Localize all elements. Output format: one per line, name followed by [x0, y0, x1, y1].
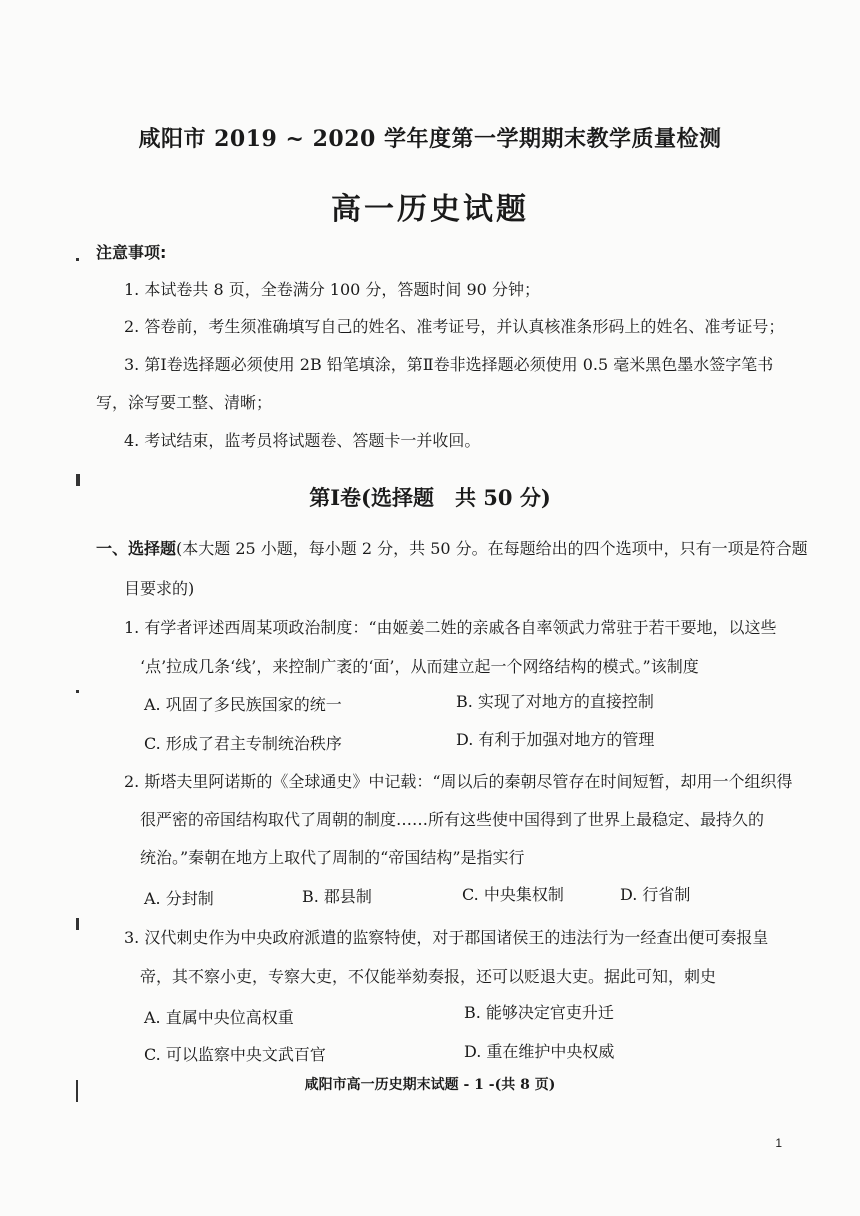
exam-title: 高一历史试题 [331, 192, 529, 227]
question-2-option-b[interactable]: B. 郡县制 [302, 887, 372, 906]
question-3-option-d[interactable]: D. 重在维护中央权威 [464, 1042, 615, 1061]
part-one-label: 一、选择题 [96, 539, 177, 558]
notice-item: 3. 第Ⅰ卷选择题必须使用 2B 铅笔填涂，第Ⅱ卷非选择题必须使用 0.5 毫米黑色墨水签字笔书 [124, 355, 774, 374]
part-one-intro [96, 536, 808, 559]
question-3-option-c[interactable]: C. 可以监察中央文武百官 [144, 1045, 326, 1064]
question-1-line: ‘点’拉成几条‘线’，来控制广袤的‘面’，从而建立起一个网络结构的模式。”该制度 [140, 657, 699, 676]
notice-item: 写，涂写要工整、清晰； [96, 393, 273, 412]
question-1-line: 1. 有学者评述西周某项政治制度：“由姬姜二姓的亲戚各自率领武力常驻于若干要地，以这些 [124, 618, 777, 637]
question-2-line: 2. 斯塔夫里阿诺斯的《全球通史》中记载：“周以后的秦朝尽管存在时间短暂，却用一个组织得 [124, 772, 793, 791]
question-1-option-a[interactable]: A. 巩固了多民族国家的统一 [144, 695, 342, 714]
section-title: 第Ⅰ卷(选择题 共 50 分) [309, 485, 551, 510]
notice-label: 注意事项: [96, 243, 167, 262]
exam-header: 咸阳市 2019 ~ 2020 学年度第一学期期末教学质量检测 [138, 126, 722, 152]
question-3-option-b[interactable]: B. 能够决定官吏升迁 [464, 1003, 614, 1022]
notice-item: 4. 考试结束，监考员将试题卷、答题卡一并收回。 [124, 431, 481, 450]
scan-mark [76, 258, 79, 261]
scan-mark [76, 918, 79, 930]
question-2-line: 很严密的帝国结构取代了周朝的制度……所有这些使中国得到了世界上最稳定、最持久的 [140, 810, 765, 829]
question-3-option-a[interactable]: A. 直属中央位高权重 [144, 1008, 294, 1027]
scan-mark [76, 690, 79, 693]
question-2-option-d[interactable]: D. 行省制 [620, 885, 691, 904]
question-1-option-c[interactable]: C. 形成了君主专制统治秩序 [144, 734, 342, 753]
part-one-text-cont: 目要求的) [124, 579, 195, 598]
question-2-option-a[interactable]: A. 分封制 [144, 889, 214, 908]
question-3-line: 帝，其不察小吏，专察大吏，不仅能举劾奏报，还可以贬退大吏。据此可知，刺史 [140, 967, 717, 986]
question-2-line: 统治。”秦朝在地方上取代了周制的“帝国结构”是指实行 [140, 848, 525, 867]
page-footer: 咸阳市高一历史期末试题 - 1 -(共 8 页) [304, 1077, 556, 1093]
question-2-option-c[interactable]: C. 中央集权制 [462, 885, 564, 904]
question-1-option-d[interactable]: D. 有利于加强对地方的管理 [456, 730, 655, 749]
notice-item: 2. 答卷前，考生须准确填写自己的姓名、准考证号，并认真核准条形码上的姓名、准考证号； [124, 317, 785, 336]
notice-item: 1. 本试卷共 8 页，全卷满分 100 分，答题时间 90 分钟； [124, 280, 540, 299]
part-one-text: (本大题 25 小题，每小题 2 分，共 50 分。在每题给出的四个选项中，只有一项是符合题 [176, 539, 808, 558]
page-number: 1 [775, 1136, 782, 1150]
question-3-line: 3. 汉代刺史作为中央政府派遣的监察特使，对于郡国诸侯王的违法行为一经查出便可奏报皇 [124, 928, 769, 947]
question-1-option-b[interactable]: B. 实现了对地方的直接控制 [456, 692, 654, 711]
